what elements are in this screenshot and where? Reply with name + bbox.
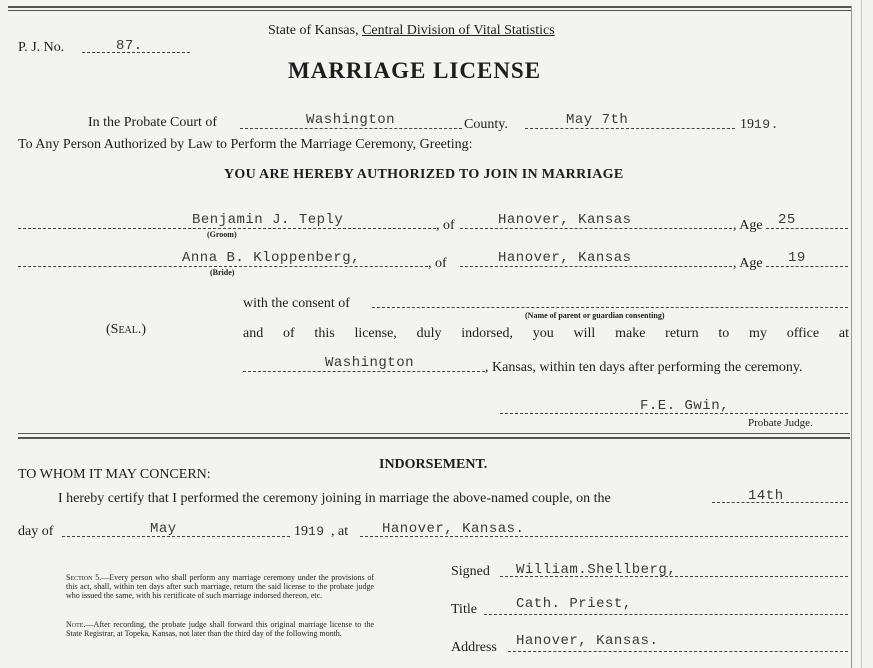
bride-of: , of bbox=[428, 256, 447, 271]
ceremony-place: Hanover, Kansas. bbox=[382, 521, 525, 537]
officiant-address: Hanover, Kansas. bbox=[516, 633, 659, 649]
at-label: , at bbox=[331, 524, 349, 539]
title-line bbox=[484, 614, 848, 615]
document-title: MARRIAGE LICENSE bbox=[288, 58, 542, 83]
judge-name: F.E. Gwin, bbox=[640, 398, 730, 414]
license-year bbox=[740, 117, 779, 133]
license-year-suffix: 19. bbox=[754, 117, 779, 132]
probate-court-label: In the Probate Court of bbox=[88, 115, 218, 130]
kansas-text: , Kansas, within ten days after performing the ceremony. bbox=[485, 360, 803, 375]
consent-caption: (Name of parent or guardian consenting) bbox=[525, 311, 665, 320]
bride-age-text: Age bbox=[739, 256, 763, 271]
officiant-title: Cath. Priest, bbox=[516, 596, 632, 612]
consent-label: with the consent of bbox=[243, 296, 350, 311]
section5-note bbox=[66, 573, 374, 600]
bride-place: Hanover, Kansas bbox=[498, 250, 632, 266]
state-label: State of Kansas, bbox=[268, 23, 359, 38]
office-place-line bbox=[243, 371, 485, 372]
bride-age-line bbox=[766, 266, 848, 267]
day-of-label: day of bbox=[18, 524, 54, 539]
bride-caption: (Bride) bbox=[210, 268, 235, 277]
officiant-signature: William.Shellberg, bbox=[516, 562, 677, 578]
pj-label: P. J. No. bbox=[18, 40, 65, 55]
groom-of: , of bbox=[436, 218, 455, 233]
address-label: Address bbox=[451, 640, 497, 655]
title-label: Title bbox=[451, 602, 477, 617]
page-edge bbox=[861, 0, 862, 668]
right-border bbox=[851, 6, 852, 668]
ceremony-day: 14th bbox=[748, 488, 784, 504]
recording-note bbox=[66, 620, 374, 638]
county-label: County. bbox=[464, 117, 508, 132]
groom-caption: (Groom) bbox=[207, 230, 237, 239]
bride-name: Anna B. Kloppenberg, bbox=[182, 250, 361, 266]
certify-text: I hereby certify that I performed the ceremony joining in marriage the above-named couple, on the bbox=[58, 491, 611, 506]
judge-title: Probate Judge. bbox=[748, 417, 813, 429]
top-border bbox=[8, 6, 851, 8]
address-line bbox=[508, 651, 848, 652]
groom-age: 25 bbox=[778, 212, 796, 228]
license-year-prefix: 19 bbox=[740, 117, 754, 132]
groom-age-line bbox=[766, 228, 848, 229]
authorized-heading: YOU ARE HEREBY AUTHORIZED TO JOIN IN MARRIAGE bbox=[224, 167, 624, 182]
greeting-text: To Any Person Authorized by Law to Perform the Marriage Ceremony, Greeting: bbox=[18, 137, 473, 152]
bride-age: 19 bbox=[788, 250, 806, 266]
consent-line bbox=[372, 307, 848, 308]
office-place: Washington bbox=[325, 355, 415, 371]
county-name: Washington bbox=[306, 112, 396, 128]
groom-age-label: , Age bbox=[733, 218, 763, 233]
groom-name: Benjamin J. Teply bbox=[192, 212, 344, 228]
license-date: May 7th bbox=[566, 112, 629, 128]
section5-text: —Every person who shall perform any marriage ceremony under the provisions of this act, shall, within ten days after such marriage, return the said license to the probate judge who issued the same, with his certificate of such marriage indorsed thereon, etc. bbox=[66, 573, 374, 600]
bride-of-label: of bbox=[435, 256, 447, 271]
groom-age-text: Age bbox=[739, 218, 763, 233]
note-label: Note. bbox=[66, 620, 86, 629]
groom-of-label: of bbox=[443, 218, 455, 233]
return-text: and of this license, duly indorsed, you will make return to my office at bbox=[243, 326, 849, 341]
bride-age-label: , Age bbox=[733, 256, 763, 271]
ceremony-year bbox=[294, 524, 325, 540]
to-whom-label: TO WHOM IT MAY CONCERN: bbox=[18, 467, 211, 482]
section-divider-top bbox=[18, 433, 850, 434]
top-border-inner bbox=[8, 10, 851, 11]
state-line bbox=[268, 23, 555, 39]
ceremony-year-prefix: 19 bbox=[294, 524, 308, 539]
bride-place-line bbox=[460, 266, 732, 267]
groom-place: Hanover, Kansas bbox=[498, 212, 632, 228]
division-label: Central Division of Vital Statistics bbox=[362, 23, 555, 38]
date-line bbox=[525, 128, 735, 129]
groom-line bbox=[18, 228, 436, 229]
indorsement-heading: INDORSEMENT. bbox=[379, 457, 488, 472]
groom-place-line bbox=[460, 228, 732, 229]
county-line bbox=[240, 128, 462, 129]
note-text: —After recording, the probate judge shall forward this original marriage license to the State Registrar, at Topeka, Kansas, not later than the third day of the following month. bbox=[66, 620, 374, 638]
signed-label: Signed bbox=[451, 564, 490, 579]
section5-label: Section 5. bbox=[66, 573, 102, 582]
bride-line bbox=[18, 266, 428, 267]
section-divider-bottom bbox=[18, 437, 850, 439]
ceremony-year-suffix: 19 bbox=[308, 524, 325, 539]
seal-label: (Seal.) bbox=[106, 322, 147, 337]
pj-number: 87. bbox=[116, 38, 143, 54]
ceremony-month: May bbox=[150, 521, 177, 537]
